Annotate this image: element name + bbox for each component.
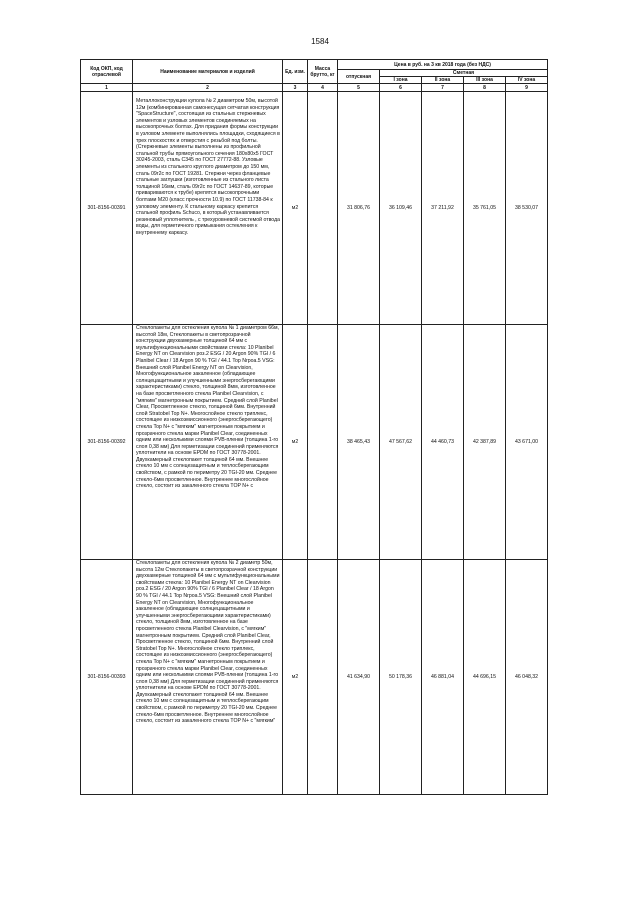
row-code: 301-8156-00391 (81, 92, 133, 325)
row-price-zone1: 50 178,36 (380, 560, 422, 795)
row-unit: м2 (283, 325, 308, 560)
row-price-release: 41 634,90 (338, 560, 380, 795)
header-estimate: Сметная (380, 70, 548, 77)
header-price-group: Цена в руб. на 3 кв 2018 года (без НДС) (338, 60, 548, 70)
table-row (81, 560, 548, 795)
row-price-release: 38 465,43 (338, 325, 380, 560)
row-price-zone4: 43 671,00 (506, 325, 548, 560)
row-code: 301-8156-00392 (81, 325, 133, 560)
row-price-release: 31 806,76 (338, 92, 380, 325)
row-description (133, 560, 283, 795)
column-number: 6 (380, 84, 422, 92)
header-mass: Масса брутто, кг (308, 60, 338, 84)
header-release: отпускная (338, 70, 380, 84)
header-zone4: IV зона (506, 77, 548, 84)
price-table (80, 59, 548, 795)
header-unit: Ед. изм. (283, 60, 308, 84)
page-number: 1584 (311, 37, 329, 46)
row-description (133, 325, 283, 560)
row-price-zone3: 44 696,15 (464, 560, 506, 795)
row-mass (308, 325, 338, 560)
header-zone3: III зона (464, 77, 506, 84)
column-number: 9 (506, 84, 548, 92)
row-description-text: Стеклопакеты для остекления купола № 1 диаметром 66м, высотой 18м, Стеклопакеты в светопрозрачной конструкции двухкамерные толщиной 64 мм с мультифункциональными свойствами стекла: 10 Planibel Energy NT on Clearvision роз.2 ESG / 20 Argon 90% TGI / 6 Planibel Clear / 18 Argon 90 % TGI / 44.1 Top Nrpoa.5 VSG: Внешний слой Planibel Energy NT on Clearvision, Многофункциональное закаленное (обладающее солнцецащитными и улучшенными энергосберегающими характеристиками) стекло, толщиной 8мм, изготовленное на базе просветленного стекла Planibel Clearvision, с "мягким" магнетронным покрытием. Средний слой Planibel Clear, Просветленное стекло, толщиной 6мм. Внутренний слой Stratobel Top N+. Многослойное стекло триплекс, состоящее из низкоэмиссионного (энергосберегающего) стекла Top N+ с "мягким" магнетронным покрытием и прозрачного стекла марки Planibel Clear, соединенных одним или несколькими слоями PVB-пленки (толщина 1-го слоя 0,38 мм) Для герметизации соединений применяются уплотнители на основе EPDM по ГОСТ 30778-2001. Двухкамерный стеклопакет толщиной 64 мм. Внешнее стекло 10 мм с солнцезащитным и теплосберегающим свойством, с рамкой по периметру 20 TGI-20 мм. Среднее стекло-6мм просветленное. Внутреннее многослойное стекло, состоит из закаленного стекла TOP N+ с (136, 325, 279, 490)
column-number: 3 (283, 84, 308, 92)
row-mass (308, 560, 338, 795)
row-price-zone2: 44 460,73 (422, 325, 464, 560)
column-number-row (81, 84, 548, 92)
row-description-text: Металлоконструкции купола № 2 диаметром 50м, высотой 12м (комбинированная самонесущая сетчатая конструкция "SpaceStructure", состоящая из стальных стержневых элементов и узловых элементов соединяемых на высокопрочных болтах. Для придания формы конструкции в узловом элементе выполнялись площадки, сходящиеся в трех плоскостях и отверстия с резьбой под болты. (Стержневые элементы выполнены из профильной стальной трубы прямоугольного сечения 180х80х5 ГОСТ 30245-2003, сталь С345 по ГОСТ 27772-88. Узловые элементы из стального круглого диаметром до 150 мм, сталь 09г2с по ГОСТ 19281. Стержни через фланцевые стальные заглушки (изготовленные из стального листа толщиной 16мм, сталь 09г2с по ГОСТ 14637-89, которые привариваются к трубе) крепятся высокопрочными болтами М20 (класс прочности 10.9) по ГОСТ 11738-84 к узловому элементу. К стальному каркасу крепится стальной профиль Schuco, в который устанавливается резиновый уплотнитель , с трехуровневой системой отвода воды, для герметичного примыкания остекления к внутреннему каркасу. (136, 98, 280, 236)
row-code: 301-8156-00393 (81, 560, 133, 795)
column-number: 8 (464, 84, 506, 92)
row-mass (308, 92, 338, 325)
header-zone1: I зона (380, 77, 422, 84)
column-number: 1 (81, 84, 133, 92)
row-price-zone1: 36 109,46 (380, 92, 422, 325)
row-price-zone2: 46 881,04 (422, 560, 464, 795)
column-number: 5 (338, 84, 380, 92)
row-price-zone3: 35 761,05 (464, 92, 506, 325)
column-number: 4 (308, 84, 338, 92)
table-row (81, 325, 548, 560)
row-price-zone2: 37 211,92 (422, 92, 464, 325)
row-description-text: Стеклопакеты для остекления купола № 2 диаметр 50м, высота 12м Стеклопакеты в светопрозрачной конструкции двухкамерные толщиной 64 мм с мультифункциональными свойствами стекла: 10 Planibel Energy NT on Clearvision роз.2 ESG / 20 Argon 90% TGI / 6 Planibel Clear / 18 Argon 90 % TGI / 44.1 Top Nrpoa.5 VSG: Внешний слой Planibel Energy NT on Clearvision, Многофункциональное закаленное (обладающее солнцецащитными и улучшенными энергосберегающими характеристиками) стекло, толщиной 8мм, изготовленное на базе просветленного стекла Planibel Clearvision, с "мягким" магнетронным покрытием. Средний слой Planibel Clear, Просветленное стекло, толщиной 6мм. Внутренний слой Stratobel Top N+. Многослойное стекло триплекс, состоящее из низкоэмиссионного (энергосберегающего) стекла Top N+ с "мягким" магнетронным покрытием и прозрачного стекла марки Planibel Clear, соединенных одним или несколькими слоями PVB-пленки (толщина 1-го слоя 0,38 мм) Для герметизации соединений применяются уплотнители на основе EPDM по ГОСТ 30778-2001. Двухкамерный стеклопакет толщиной 64 мм. Внешнее стекло 10 мм с солнцезащитным и теплосберегающим свойством, с рамкой по периметру 20 TGI-20 мм. Среднее стекло-6мм просветленное. Внутреннее многослойное стекло, состоит из закаленного стекла TOP N+ с "мягким" (136, 560, 280, 725)
row-price-zone4: 46 048,32 (506, 560, 548, 795)
column-number: 7 (422, 84, 464, 92)
column-number: 2 (133, 84, 283, 92)
header-code: Код ОКП, код отраслевой (81, 60, 133, 84)
row-unit: м2 (283, 560, 308, 795)
header-name: Наименование материалов и изделий (133, 60, 283, 84)
row-description (133, 92, 283, 325)
row-price-zone4: 38 530,07 (506, 92, 548, 325)
row-unit: м2 (283, 92, 308, 325)
table-row (81, 92, 548, 325)
row-price-zone3: 42 387,89 (464, 325, 506, 560)
header-zone2: II зона (422, 77, 464, 84)
row-price-zone1: 47 567,62 (380, 325, 422, 560)
